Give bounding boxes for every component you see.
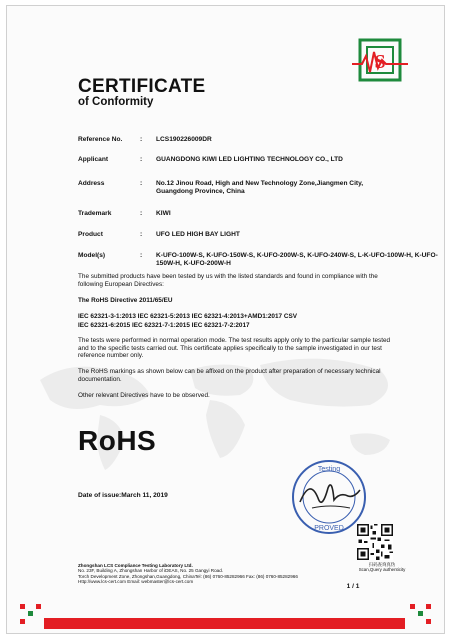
tests-statement: The tests were performed in normal operation mode. The test results apply only to the particular sample tested and to the specific tests carried out. This certificate applies specifically to the sample investigated in our test reference number only. xyxy=(78,337,391,360)
qr-caption-cn: 扫码查询真伪 xyxy=(368,562,396,567)
decor-square xyxy=(418,611,423,616)
field-label: Product xyxy=(78,231,103,238)
tested-statement: The submitted products have been tested by us with the listed standards and found in compliance with the following European Directives: xyxy=(78,273,378,288)
field-label: Reference No. xyxy=(78,136,123,143)
decor-square xyxy=(410,604,415,609)
field-colon: : xyxy=(140,231,143,238)
field-label: Applicant xyxy=(78,156,109,163)
field-value: LCS190226009DR xyxy=(156,136,212,143)
standards-line-1: IEC 62321-3-1:2013 IEC 62321-5:2013 IEC 62321-4:2013+AMD1:2017 CSV xyxy=(78,313,298,320)
certificate-title: CERTIFICATE xyxy=(78,76,206,97)
footer-line-2: No. 23F, Building A, Zhongshan Harbor of iDEAS, No. 25 Gangyi Road. xyxy=(78,568,224,574)
decor-square xyxy=(426,619,431,624)
field-value: No.12 Jinou Road, High and New Technology Zone,Jiangmen City, Guangdong Province, China xyxy=(156,180,364,195)
field-colon: : xyxy=(140,210,143,217)
field-value: K-UFO-100W-S, K-UFO-150W-S, K-UFO-200W-S, K-UFO-240W-S, L-K-UFO-100W-H, K-UFO-150W-H, K-UFO-200W-H xyxy=(156,252,438,267)
field-value: KIWI xyxy=(156,210,171,217)
certificate-subtitle: of Conformity xyxy=(78,96,154,108)
rohs-mark: RoHS xyxy=(78,425,157,456)
seal-bottom-text: PROVED xyxy=(314,525,344,532)
field-colon: : xyxy=(140,136,143,143)
field-label: Address xyxy=(78,180,105,187)
field-value: GUANGDONG KIWI LED LIGHTING TECHNOLOGY CO., LTD xyxy=(156,156,343,163)
qr-code[interactable] xyxy=(357,524,393,560)
decor-square xyxy=(28,611,33,616)
field-label: Model(s) xyxy=(78,252,106,259)
decor-square xyxy=(20,619,25,624)
field-label: Trademark xyxy=(78,210,112,217)
field-colon: : xyxy=(140,180,143,187)
field-colon: : xyxy=(140,252,143,259)
qr-caption xyxy=(352,562,412,573)
lcs-logo xyxy=(352,38,408,86)
bottom-red-bar xyxy=(44,618,405,629)
seal-top-text: Testing xyxy=(317,466,341,473)
other-directives-statement: Other relevant Directives have to be observed. xyxy=(78,392,210,399)
qr-caption-en: Scan,Query authenticity xyxy=(358,567,406,573)
decor-square xyxy=(426,604,431,609)
rohs-directive: The RoHS Directive 2011/65/EU xyxy=(78,297,173,304)
standards-line-2: IEC 62321-6:2015 IEC 62321-7-1:2015 IEC 62321-7-2:2017 xyxy=(78,322,250,329)
footer-line-3: Torch Development Zone, Zhongshan,Guangdong, ChinaTel: (86) 0760-85282966 Fax: (86) 0760-85282966 xyxy=(78,573,298,579)
lab-footer xyxy=(78,563,368,585)
date-of-issue: Date of issue:March 11, 2019 xyxy=(78,492,168,499)
world-map-watermark xyxy=(10,340,440,480)
footer-line-1: Zhongshan LCS Compliance Testing Laboratory Ltd. xyxy=(78,563,193,568)
footer-line-4: Http://www.lcs-cert.com Email: webmaster@lcs-cert.com xyxy=(78,579,194,585)
marking-statement: The RoHS markings as shown below can be affixed on the product after preparation of necessary technical documentation. xyxy=(78,368,381,383)
field-value: UFO LED HIGH BAY LIGHT xyxy=(156,231,240,238)
decor-square xyxy=(20,604,25,609)
field-colon: : xyxy=(140,156,143,163)
decor-square xyxy=(36,604,41,609)
svg-text:S: S xyxy=(374,51,386,73)
page-number: 1 / 1 xyxy=(346,583,360,590)
